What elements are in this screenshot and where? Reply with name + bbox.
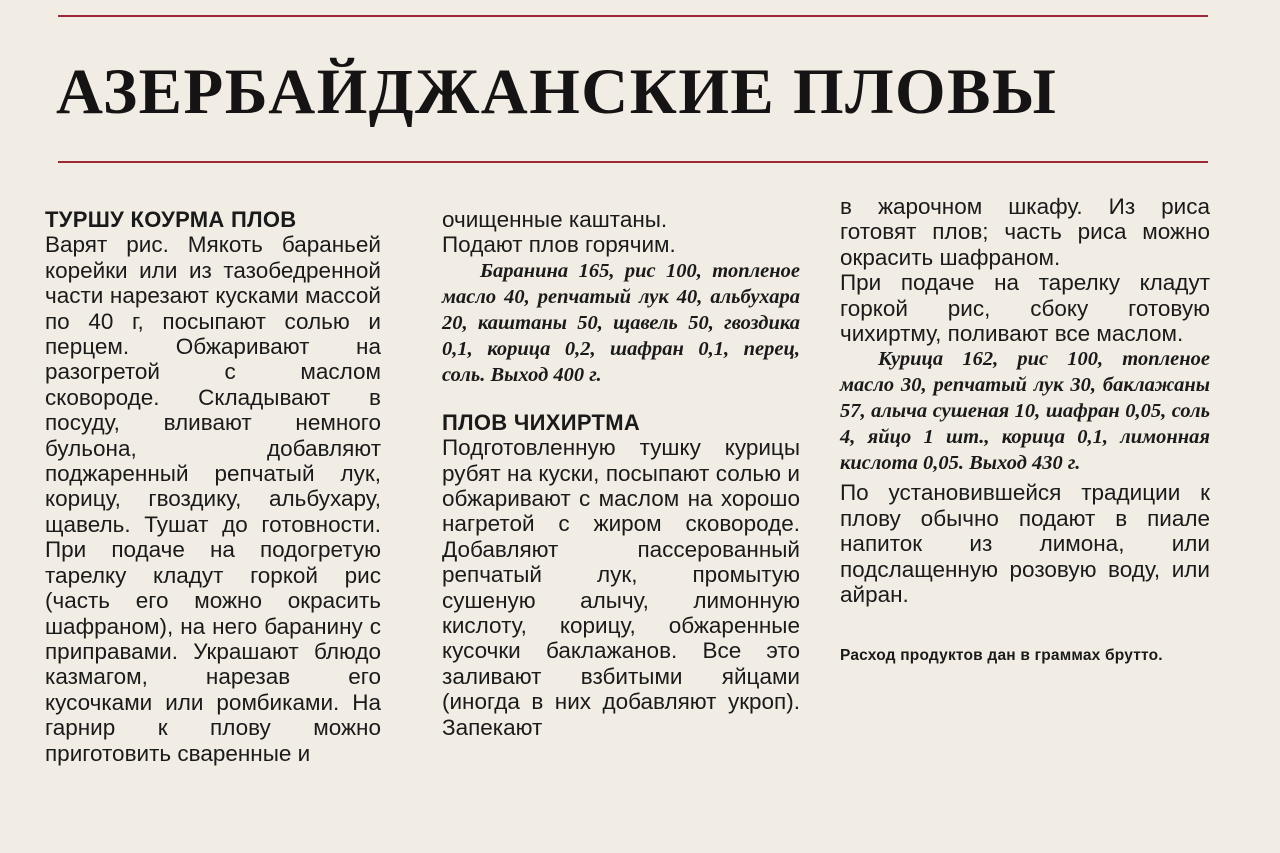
page-title: АЗЕРБАЙДЖАНСКИЕ ПЛОВЫ xyxy=(56,56,1058,128)
ingredients-chikhirtma: Курица 162, рис 100, топленое масло 30, репчатый лук 30, баклажаны 57, алыча сушеная 10, шафран 0,05, соль 4, яйцо 1 шт., корица 0,1, лимонная кислота 0,05. Выход 430 г. xyxy=(840,348,1210,475)
column-2 xyxy=(442,194,800,740)
recipe-text-continued: очищенные каштаны. xyxy=(442,207,668,232)
top-rule xyxy=(58,15,1208,17)
serving-note: Подают плов горячим. xyxy=(442,232,676,258)
recipe-text-chikhirtma: Подготовленную тушку курицы рубят на куски, посыпают солью и обжаривают с маслом на хорошо нагретой с жиром сковороде. Добавляют пассерованный репчатый лук, промытую сушеную алычу, лимонную кислоту, корицу, обжаренные кусочки баклажанов. Все это заливают взбитыми яйцами (иногда в них добавляют укроп). Запекают xyxy=(442,435,800,740)
section-gap xyxy=(442,388,800,410)
tradition-text: По установившейся традиции к плову обычно подают в пиале напиток из лимона, или подслащенную розовую воду, или айран. xyxy=(840,480,1210,608)
recipe-text-turshu: Варят рис. Мякоть бараньей корейки или из тазобедренной части нарезают кусками массой по 40 г, посыпают солью и перцем. Обжаривают на разогретой с маслом сковороде. Складывают в посуду, вливают немного бульона, добавляют поджаренный репчатый лук, корицу, гвоздику, альбухару, щавель. Тушат до готовности. При подаче на подогретую тарелку кладут горкой рис (часть его можно окрасить шафраном), на него баранину с приправами. Украшают блюдо казмагом, нарезав его кусочками или ромбиками. На гарнир к плову можно приготовить сваренные и xyxy=(45,232,381,766)
footnote-brutto: Расход продуктов дан в граммах брутто. xyxy=(840,647,1163,665)
recipe-heading-turshu: ТУРШУ КОУРМА ПЛОВ xyxy=(45,207,297,232)
column-3 xyxy=(840,194,1210,668)
recipe-text-chikhirtma-continued: в жарочном шкафу. Из риса готовят плов; часть риса можно окрасить шафраном. xyxy=(840,194,1210,270)
serving-text: При подаче на тарелку кладут горкой рис, сбоку готовую чихиртму, поливают все маслом. xyxy=(840,270,1210,347)
ingredients-turshu: Баранина 165, рис 100, топленое масло 40, репчатый лук 40, альбухара 20, каштаны 50, щавель 50, гвоздика 0,1, корица 0,2, шафран 0,1, перец, соль. Выход 400 г. xyxy=(442,259,800,386)
column-1 xyxy=(45,207,381,766)
title-rule xyxy=(58,161,1208,163)
recipe-heading-chikhirtma: ПЛОВ ЧИХИРТМА xyxy=(442,409,641,435)
